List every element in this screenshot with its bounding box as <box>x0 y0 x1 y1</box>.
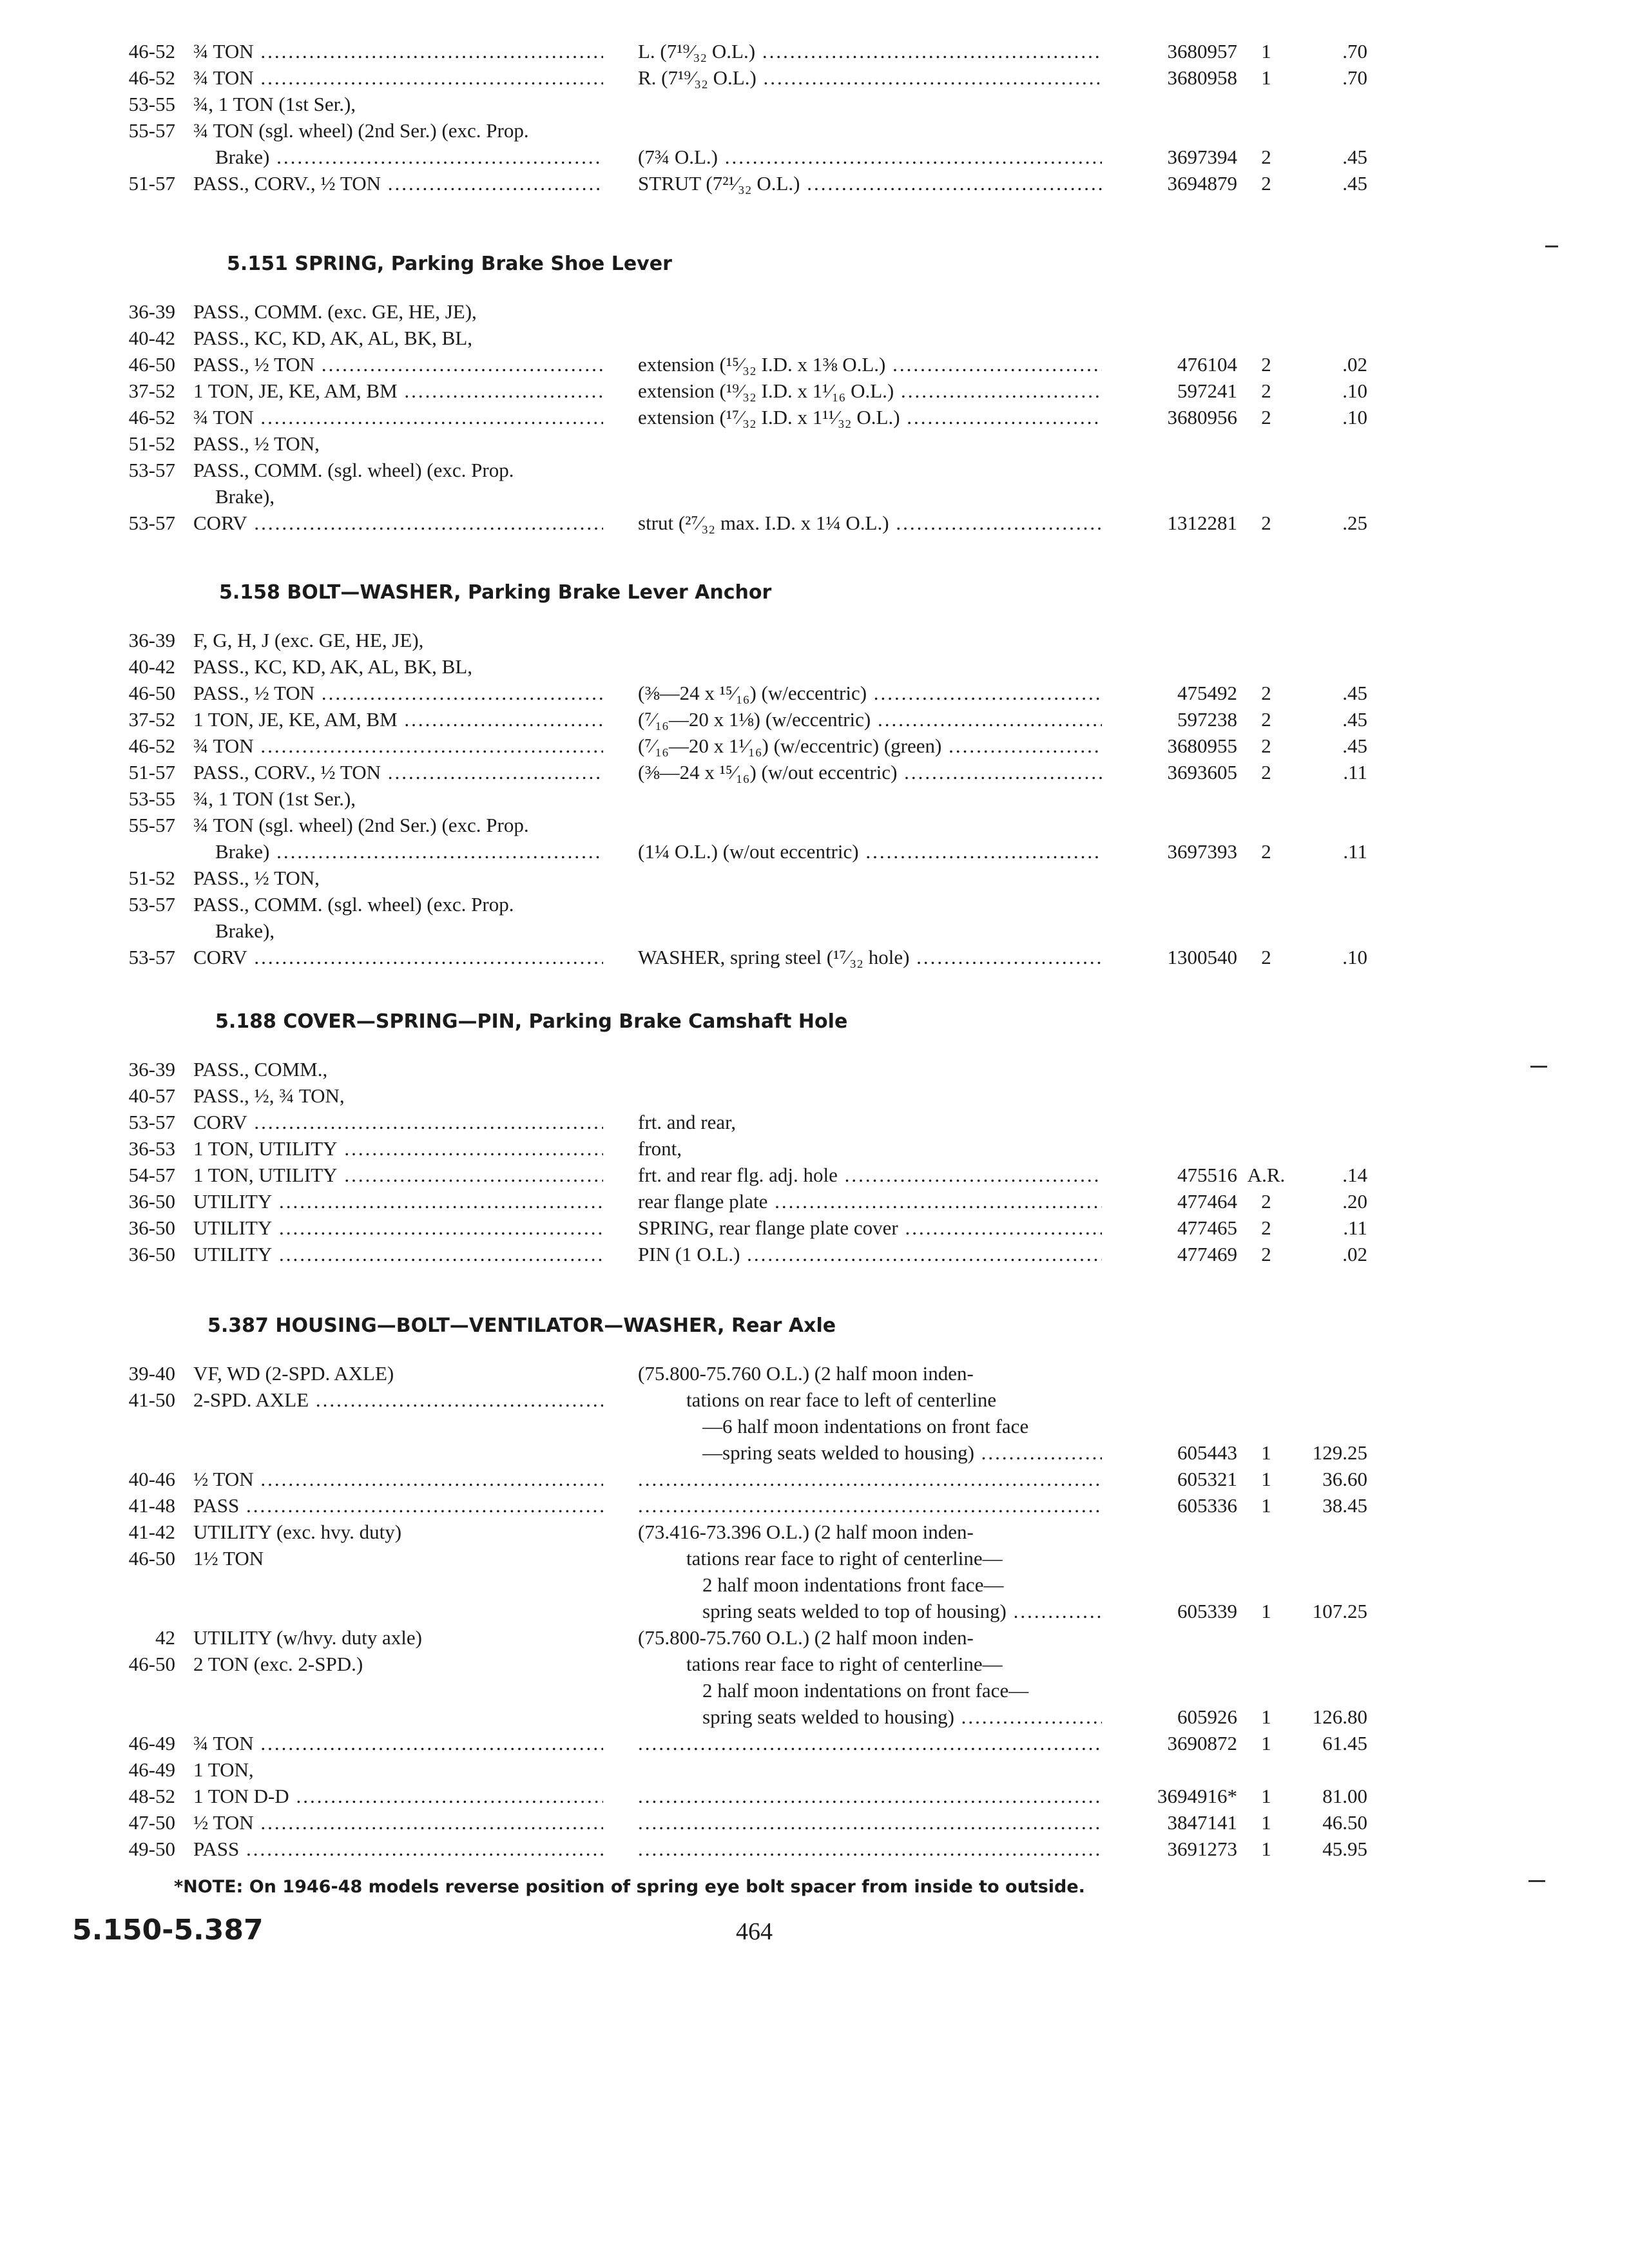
quantity: 2 <box>1261 708 1271 731</box>
model-years: 46-49 <box>128 1758 175 1781</box>
leader-dots <box>638 1731 1102 1756</box>
margin-mark <box>1530 1066 1547 1068</box>
model-years: 55-57 <box>128 814 175 836</box>
part-number: 3680958 <box>1167 66 1237 89</box>
part-number: 3697393 <box>1167 840 1237 863</box>
vehicle-model: PASS., CORV., ½ TON ..... <box>193 760 603 785</box>
vehicle-model: CORV ..... <box>193 945 603 970</box>
quantity: 2 <box>1261 512 1271 534</box>
model-years: 54-57 <box>128 1164 175 1186</box>
margin-mark <box>1545 245 1558 247</box>
list-price: 38.45 <box>1322 1494 1367 1517</box>
parts-row <box>0 1572 1629 1598</box>
model-years: 53-55 <box>128 93 175 115</box>
model-years: 46-49 <box>128 1732 175 1754</box>
list-price: 45.95 <box>1322 1838 1367 1860</box>
list-price: 81.00 <box>1322 1785 1367 1807</box>
parts-row <box>0 1361 1629 1387</box>
parts-row <box>0 510 1629 536</box>
part-number: 3847141 <box>1167 1811 1237 1834</box>
vehicle-model: PASS., KC, KD, AK, AL, BK, BL, <box>193 327 472 349</box>
model-years: 51-52 <box>128 867 175 889</box>
parts-row <box>0 1810 1629 1836</box>
vehicle-model: VF, WD (2-SPD. AXLE) <box>193 1362 394 1385</box>
part-description: frt. and rear flg. adj. hole ..... <box>638 1162 1102 1188</box>
vehicle-model: 1 TON, UTILITY ..... <box>193 1136 603 1162</box>
vehicle-model: UTILITY ..... <box>193 1242 603 1267</box>
parts-row <box>0 1836 1629 1862</box>
list-price: .14 <box>1342 1164 1367 1186</box>
quantity: 2 <box>1261 840 1271 863</box>
parts-row <box>0 812 1629 838</box>
parts-row <box>0 457 1629 483</box>
vehicle-model: ¾ TON ..... <box>193 405 603 430</box>
vehicle-model: CORV ..... <box>193 510 603 536</box>
model-years: 55-57 <box>128 119 175 142</box>
parts-row <box>0 1757 1629 1783</box>
vehicle-model: ¾ TON ..... <box>193 1731 603 1756</box>
part-number: 3697394 <box>1167 146 1237 168</box>
parts-row <box>0 431 1629 457</box>
vehicle-model: ¾ TON ..... <box>193 65 603 91</box>
part-number: 3694879 <box>1167 172 1237 195</box>
part-description: extension (¹⁵⁄₃₂ I.D. x 1⅜ O.L.) ..... <box>638 352 1102 378</box>
part-description: PIN (1 O.L.) ..... <box>638 1242 1102 1267</box>
part-number: 597241 <box>1177 380 1237 402</box>
parts-row <box>0 1599 1629 1624</box>
leader-dots <box>638 1810 1102 1836</box>
model-years: 49-50 <box>128 1838 175 1860</box>
model-years: 53-55 <box>128 787 175 810</box>
part-description: rear flange plate ..... <box>638 1189 1102 1215</box>
part-description: —6 half moon indentations on front face <box>702 1415 1029 1437</box>
list-price: .45 <box>1342 172 1367 195</box>
vehicle-model: UTILITY (exc. hvy. duty) <box>193 1521 402 1543</box>
list-price: 36.60 <box>1322 1468 1367 1490</box>
model-years: 53-57 <box>128 459 175 481</box>
vehicle-model: ½ TON ..... <box>193 1466 603 1492</box>
vehicle-model: PASS ..... <box>193 1493 603 1519</box>
part-description: —spring seats welded to housing) ..... <box>702 1440 1102 1466</box>
vehicle-model: ¾, 1 TON (1st Ser.), <box>193 93 356 115</box>
part-description: 2 half moon indentations on front face— <box>702 1679 1029 1702</box>
list-price: .70 <box>1342 40 1367 62</box>
part-description: frt. and rear, <box>638 1111 736 1133</box>
vehicle-model: ½ TON ..... <box>193 1810 603 1836</box>
part-number: 3680957 <box>1167 40 1237 62</box>
section-heading: 5.151 SPRING, Parking Brake Shoe Lever <box>227 253 672 275</box>
part-number: 1300540 <box>1167 946 1237 968</box>
vehicle-model: PASS., ½, ¾ TON, <box>193 1084 345 1107</box>
model-years: 36-39 <box>128 1058 175 1081</box>
part-description: (7¾ O.L.) ..... <box>638 144 1102 170</box>
vehicle-model: ¾ TON ..... <box>193 733 603 759</box>
list-price: .10 <box>1342 380 1367 402</box>
page-number: 464 <box>736 1918 773 1945</box>
part-number: 1312281 <box>1167 512 1237 534</box>
part-description: extension (¹⁹⁄₃₂ I.D. x 1¹⁄₁₆ O.L.) ..... <box>638 378 1102 404</box>
part-number: 477469 <box>1177 1243 1237 1265</box>
vehicle-model: PASS., COMM. (exc. GE, HE, JE), <box>193 300 477 323</box>
model-years: 37-52 <box>128 708 175 731</box>
parts-row <box>0 892 1629 918</box>
vehicle-model: PASS., ½ TON, <box>193 432 320 455</box>
quantity: 1 <box>1261 1785 1271 1807</box>
vehicle-model: PASS., CORV., ½ TON ..... <box>193 171 603 197</box>
model-years: 36-39 <box>128 629 175 651</box>
part-description: R. (7¹⁹⁄₃₂ O.L.) ..... <box>638 65 1102 91</box>
model-years: 36-50 <box>128 1190 175 1213</box>
section-heading: 5.387 HOUSING—BOLT—VENTILATOR—WASHER, Rear Axle <box>207 1314 836 1337</box>
part-number: 605336 <box>1177 1494 1237 1517</box>
list-price: .45 <box>1342 735 1367 757</box>
parts-row <box>0 65 1629 91</box>
part-description: strut (²⁷⁄₃₂ max. I.D. x 1¼ O.L.) ..... <box>638 510 1102 536</box>
part-description: (⅜—24 x ¹⁵⁄₁₆) (w/out eccentric) ..... <box>638 760 1102 785</box>
vehicle-model: Brake), <box>215 485 275 508</box>
parts-row <box>0 680 1629 706</box>
vehicle-model: CORV ..... <box>193 1110 603 1135</box>
parts-row <box>0 1704 1629 1730</box>
vehicle-model: 1 TON D-D ..... <box>193 1783 603 1809</box>
parts-row <box>0 1215 1629 1241</box>
part-number: 3694916* <box>1157 1785 1237 1807</box>
parts-row <box>0 1783 1629 1809</box>
quantity: 2 <box>1261 146 1271 168</box>
model-years: 40-46 <box>128 1468 175 1490</box>
part-number: 597238 <box>1177 708 1237 731</box>
parts-row <box>0 299 1629 325</box>
list-price: .10 <box>1342 406 1367 428</box>
list-price: .02 <box>1342 1243 1367 1265</box>
model-years: 46-50 <box>128 682 175 704</box>
parts-row <box>0 760 1629 785</box>
list-price: .45 <box>1342 708 1367 731</box>
parts-row <box>0 1414 1629 1439</box>
model-years: 41-50 <box>128 1389 175 1411</box>
model-years: 41-48 <box>128 1494 175 1517</box>
vehicle-model: PASS., ½ TON, <box>193 867 320 889</box>
model-years: 46-50 <box>128 1547 175 1570</box>
model-years: 40-42 <box>128 327 175 349</box>
vehicle-model: ¾ TON ..... <box>193 39 603 64</box>
quantity: 2 <box>1261 735 1271 757</box>
model-years: 42 <box>155 1626 175 1649</box>
parts-row <box>0 786 1629 812</box>
part-description: (⅜—24 x ¹⁵⁄₁₆) (w/eccentric) ..... <box>638 680 1102 706</box>
quantity: 2 <box>1261 761 1271 783</box>
quantity: 1 <box>1261 1706 1271 1728</box>
vehicle-model: ¾ TON (sgl. wheel) (2nd Ser.) (exc. Prop. <box>193 119 529 142</box>
list-price: 107.25 <box>1312 1600 1367 1622</box>
parts-row <box>0 39 1629 64</box>
parts-row <box>0 1493 1629 1519</box>
model-years: 40-57 <box>128 1084 175 1107</box>
list-price: .11 <box>1343 840 1367 863</box>
model-years: 51-52 <box>128 432 175 455</box>
model-years: 51-57 <box>128 172 175 195</box>
vehicle-model: 1 TON, JE, KE, AM, BM ..... <box>193 378 603 404</box>
part-number: 477464 <box>1177 1190 1237 1213</box>
quantity: 1 <box>1261 40 1271 62</box>
quantity: 2 <box>1261 1190 1271 1213</box>
vehicle-model: Brake), <box>215 919 275 942</box>
parts-row <box>0 1731 1629 1756</box>
part-number: 3690872 <box>1167 1732 1237 1754</box>
vehicle-model: 2-SPD. AXLE ..... <box>193 1387 603 1413</box>
part-description: (⁷⁄₁₆—20 x 1⅛) (w/eccentric) ..... <box>638 707 1102 733</box>
quantity: 2 <box>1261 1216 1271 1239</box>
parts-row <box>0 1625 1629 1651</box>
parts-row <box>0 118 1629 144</box>
list-price: .20 <box>1342 1190 1367 1213</box>
list-price: 46.50 <box>1322 1811 1367 1834</box>
quantity: 2 <box>1261 1243 1271 1265</box>
part-description: extension (¹⁷⁄₃₂ I.D. x 1¹¹⁄₃₂ O.L.) ..... <box>638 405 1102 430</box>
model-years: 53-57 <box>128 512 175 534</box>
parts-row <box>0 1546 1629 1571</box>
parts-row <box>0 1162 1629 1188</box>
model-years: 36-50 <box>128 1216 175 1239</box>
parts-row <box>0 325 1629 351</box>
vehicle-model: PASS ..... <box>193 1836 603 1862</box>
list-price: .02 <box>1342 353 1367 376</box>
model-years: 53-57 <box>128 946 175 968</box>
vehicle-model: PASS., KC, KD, AK, AL, BK, BL, <box>193 655 472 678</box>
leader-dots <box>638 1836 1102 1862</box>
model-years: 53-57 <box>128 893 175 916</box>
part-number: 477465 <box>1177 1216 1237 1239</box>
parts-row <box>0 1519 1629 1545</box>
model-years: 39-40 <box>128 1362 175 1385</box>
part-description: (75.800-75.760 O.L.) (2 half moon inden- <box>638 1362 974 1385</box>
vehicle-model: 1 TON, <box>193 1758 254 1781</box>
quantity: 1 <box>1261 1494 1271 1517</box>
quantity: 1 <box>1261 1838 1271 1860</box>
parts-row <box>0 1136 1629 1162</box>
part-number: 3693605 <box>1167 761 1237 783</box>
model-years: 51-57 <box>128 761 175 783</box>
parts-row <box>0 378 1629 404</box>
part-number: 3691273 <box>1167 1838 1237 1860</box>
part-description: tations on rear face to left of centerline <box>686 1389 997 1411</box>
parts-row <box>0 91 1629 117</box>
part-number: 3680955 <box>1167 735 1237 757</box>
list-price: .10 <box>1342 946 1367 968</box>
model-years: 46-50 <box>128 1653 175 1675</box>
parts-row <box>0 352 1629 378</box>
vehicle-model: PASS., ½ TON ..... <box>193 352 603 378</box>
vehicle-model: UTILITY ..... <box>193 1189 603 1215</box>
model-years: 46-52 <box>128 66 175 89</box>
part-description: WASHER, spring steel (¹⁷⁄₃₂ hole) ..... <box>638 945 1102 970</box>
leader-dots <box>638 1466 1102 1492</box>
vehicle-model: 1 TON, UTILITY ..... <box>193 1162 603 1188</box>
part-description: tations rear face to right of centerline— <box>686 1547 1003 1570</box>
list-price: 126.80 <box>1312 1706 1367 1728</box>
section-heading: 5.188 COVER—SPRING—PIN, Parking Brake Camshaft Hole <box>215 1010 848 1033</box>
vehicle-model: UTILITY ..... <box>193 1215 603 1241</box>
parts-row <box>0 484 1629 510</box>
parts-row <box>0 1466 1629 1492</box>
model-years: 41-42 <box>128 1521 175 1543</box>
list-price: .11 <box>1343 1216 1367 1239</box>
parts-row <box>0 733 1629 759</box>
list-price: .45 <box>1342 682 1367 704</box>
margin-mark <box>1528 1880 1545 1882</box>
part-description: spring seats welded to top of housing) ..... <box>702 1599 1102 1624</box>
parts-row <box>0 405 1629 430</box>
part-number: 475492 <box>1177 682 1237 704</box>
parts-row <box>0 1678 1629 1704</box>
model-years: 40-42 <box>128 655 175 678</box>
vehicle-model: 1 TON, JE, KE, AM, BM ..... <box>193 707 603 733</box>
vehicle-model: 2 TON (exc. 2-SPD.) <box>193 1653 363 1675</box>
quantity: 1 <box>1261 66 1271 89</box>
parts-row <box>0 1083 1629 1109</box>
parts-row <box>0 171 1629 197</box>
leader-dots <box>638 1493 1102 1519</box>
list-price: .25 <box>1342 512 1367 534</box>
footnote: *NOTE: On 1946-48 models reverse position of spring eye bolt spacer from inside to outside. <box>174 1877 1085 1897</box>
part-description: (75.800-75.760 O.L.) (2 half moon inden- <box>638 1626 974 1649</box>
parts-row <box>0 839 1629 865</box>
part-number: 605321 <box>1177 1468 1237 1490</box>
quantity: 2 <box>1261 172 1271 195</box>
quantity: 2 <box>1261 406 1271 428</box>
vehicle-model: PASS., COMM., <box>193 1058 328 1081</box>
model-years: 37-52 <box>128 380 175 402</box>
parts-row <box>0 628 1629 653</box>
vehicle-model: Brake) ..... <box>215 144 603 170</box>
part-description: 2 half moon indentations front face— <box>702 1573 1004 1596</box>
parts-row <box>0 865 1629 891</box>
part-description: front, <box>638 1137 682 1160</box>
model-years: 46-52 <box>128 406 175 428</box>
quantity: 2 <box>1261 946 1271 968</box>
parts-row <box>0 945 1629 970</box>
list-price: .11 <box>1343 761 1367 783</box>
quantity: 1 <box>1261 1468 1271 1490</box>
parts-row <box>0 918 1629 944</box>
parts-row <box>0 1651 1629 1677</box>
part-description: L. (7¹⁹⁄₃₂ O.L.) ..... <box>638 39 1102 64</box>
part-description: SPRING, rear flange plate cover ..... <box>638 1215 1102 1241</box>
parts-row <box>0 707 1629 733</box>
vehicle-model: ¾ TON (sgl. wheel) (2nd Ser.) (exc. Prop. <box>193 814 529 836</box>
quantity: A.R. <box>1247 1164 1286 1186</box>
vehicle-model: ¾, 1 TON (1st Ser.), <box>193 787 356 810</box>
quantity: 1 <box>1261 1441 1271 1464</box>
parts-row <box>0 1440 1629 1466</box>
quantity: 2 <box>1261 682 1271 704</box>
vehicle-model: F, G, H, J (exc. GE, HE, JE), <box>193 629 424 651</box>
section-range-label: 5.150-5.387 <box>72 1914 264 1946</box>
part-description: (1¼ O.L.) (w/out eccentric) ..... <box>638 839 1102 865</box>
model-years: 48-52 <box>128 1785 175 1807</box>
list-price: 129.25 <box>1312 1441 1367 1464</box>
part-description: (⁷⁄₁₆—20 x 1¹⁄₁₆) (w/eccentric) (green) ..... <box>638 733 1102 759</box>
parts-row <box>0 1110 1629 1135</box>
vehicle-model: PASS., COMM. (sgl. wheel) (exc. Prop. <box>193 459 514 481</box>
quantity: 1 <box>1261 1732 1271 1754</box>
part-description: (73.416-73.396 O.L.) (2 half moon inden- <box>638 1521 974 1543</box>
part-number: 476104 <box>1177 353 1237 376</box>
quantity: 1 <box>1261 1811 1271 1834</box>
model-years: 46-52 <box>128 40 175 62</box>
model-years: 46-50 <box>128 353 175 376</box>
part-number: 605443 <box>1177 1441 1237 1464</box>
part-number: 605926 <box>1177 1706 1237 1728</box>
model-years: 36-50 <box>128 1243 175 1265</box>
parts-row <box>0 654 1629 680</box>
model-years: 46-52 <box>128 735 175 757</box>
quantity: 1 <box>1261 1600 1271 1622</box>
vehicle-model: 1½ TON <box>193 1547 264 1570</box>
vehicle-model: Brake) ..... <box>215 839 603 865</box>
model-years: 53-57 <box>128 1111 175 1133</box>
part-number: 3680956 <box>1167 406 1237 428</box>
model-years: 47-50 <box>128 1811 175 1834</box>
parts-row <box>0 1387 1629 1413</box>
model-years: 36-39 <box>128 300 175 323</box>
part-number: 475516 <box>1177 1164 1237 1186</box>
vehicle-model: PASS., ½ TON ..... <box>193 680 603 706</box>
parts-row <box>0 1189 1629 1215</box>
section-heading: 5.158 BOLT—WASHER, Parking Brake Lever Anchor <box>219 581 772 604</box>
list-price: 61.45 <box>1322 1732 1367 1754</box>
part-description: STRUT (7²¹⁄₃₂ O.L.) ..... <box>638 171 1102 197</box>
quantity: 2 <box>1261 353 1271 376</box>
part-number: 605339 <box>1177 1600 1237 1622</box>
parts-row <box>0 144 1629 170</box>
list-price: .70 <box>1342 66 1367 89</box>
model-years: 36-53 <box>128 1137 175 1160</box>
list-price: .45 <box>1342 146 1367 168</box>
parts-row <box>0 1242 1629 1267</box>
leader-dots <box>638 1783 1102 1809</box>
vehicle-model: UTILITY (w/hvy. duty axle) <box>193 1626 422 1649</box>
part-description: spring seats welded to housing) ..... <box>702 1704 1102 1730</box>
quantity: 2 <box>1261 380 1271 402</box>
vehicle-model: PASS., COMM. (sgl. wheel) (exc. Prop. <box>193 893 514 916</box>
part-description: tations rear face to right of centerline— <box>686 1653 1003 1675</box>
parts-row <box>0 1057 1629 1082</box>
